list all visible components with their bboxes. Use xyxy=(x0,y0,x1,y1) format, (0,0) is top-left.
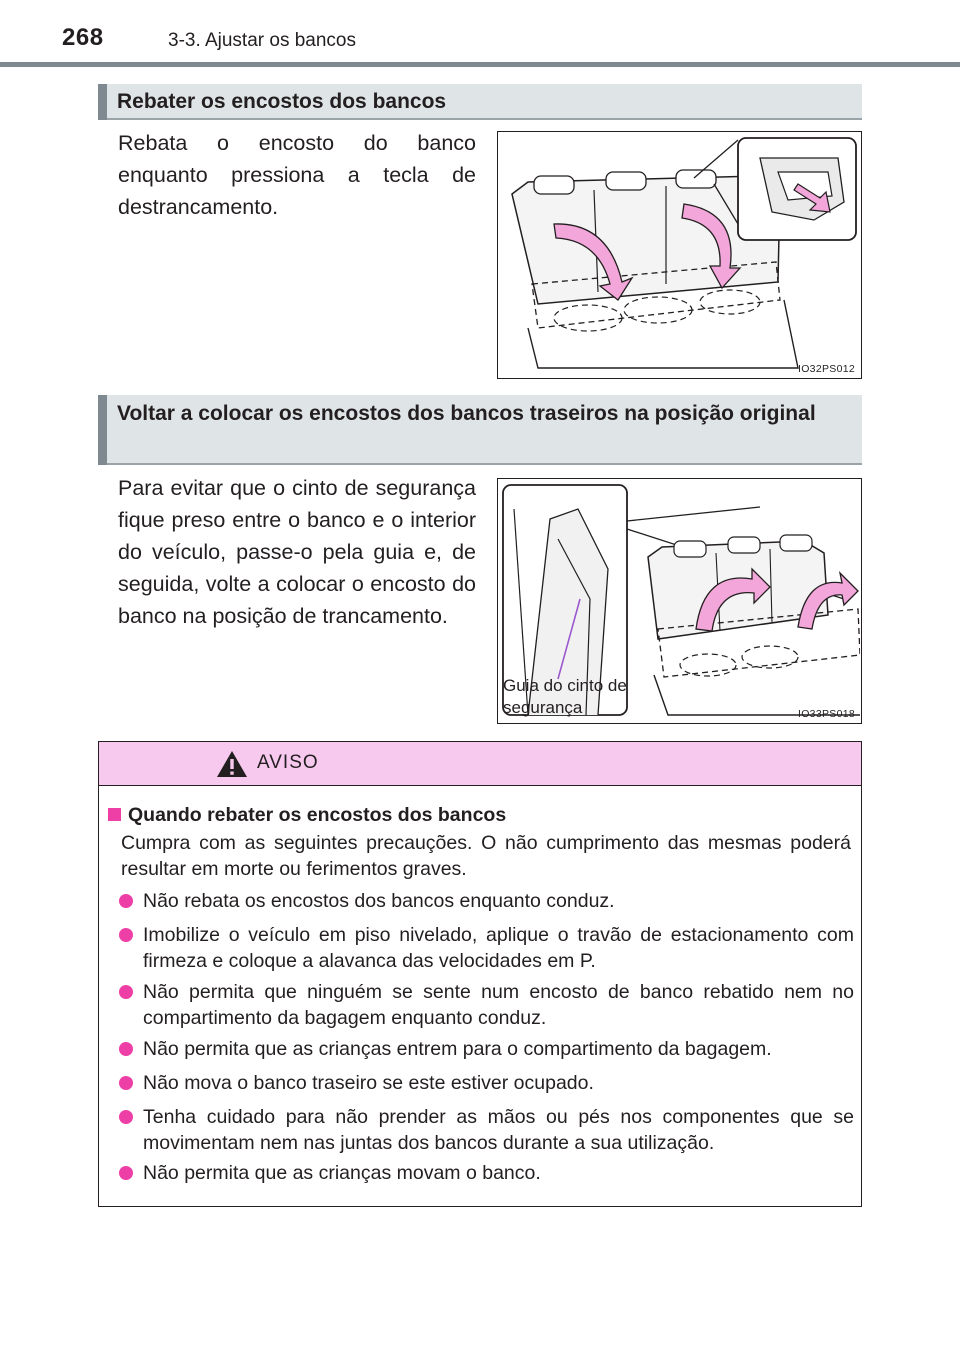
bullet-dot-icon xyxy=(119,1166,133,1180)
figure-fold-seatback xyxy=(497,131,862,379)
warning-box xyxy=(98,741,862,1207)
bullet-dot-icon xyxy=(119,894,133,908)
return-instructions: Para evitar que o cinto de segurança fique preso entre o banco e o interior do veículo, passe-o pela guia e, de seguida, volte a colocar o encosto do banco na posição de trancamento. xyxy=(118,476,476,628)
section-heading-text: Rebater os encostos dos bancos xyxy=(117,90,447,113)
section-heading-bar xyxy=(98,395,107,465)
warning-subheading xyxy=(108,804,506,827)
warning-intro: Cumpra com as seguintes precauções. O não cumprimento das mesmas poderá resultar em morte ou ferimentos graves. xyxy=(121,832,851,880)
bullet-dot-icon xyxy=(119,928,133,942)
warning-item-text: Não permita que ninguém se sente num encosto de banco rebatido nem no compartimento da bagagem enquanto conduz. xyxy=(143,981,854,1029)
warning-item xyxy=(119,1104,854,1156)
warning-header xyxy=(99,742,861,786)
square-bullet-icon xyxy=(108,808,121,821)
warning-item xyxy=(119,1070,854,1096)
warning-subheading-text: Quando rebater os encostos dos bancos xyxy=(128,804,507,826)
warning-item xyxy=(119,888,854,914)
figure-return-seatback xyxy=(497,478,862,724)
fold-instructions: Rebata o encosto do banco enquanto pressiona a tecla de destrancamento. xyxy=(118,131,476,219)
belt-guide-label-line2: segurança xyxy=(503,698,583,717)
bullet-dot-icon xyxy=(119,985,133,999)
warning-item xyxy=(119,1036,854,1062)
warning-item-text: Não rebata os encostos dos bancos enquanto conduz. xyxy=(143,890,615,912)
warning-item-text: Não permita que as crianças movam o banco. xyxy=(143,1162,541,1184)
section-heading-text: Voltar a colocar os encostos dos bancos traseiros na posição original xyxy=(117,402,816,425)
header-rule xyxy=(0,62,960,67)
figure-code: IO32PS012 xyxy=(798,363,855,375)
warning-title: AVISO xyxy=(257,752,319,773)
section-heading-bar xyxy=(98,84,107,120)
bullet-dot-icon xyxy=(119,1042,133,1056)
section-heading-fold xyxy=(98,84,862,120)
warning-item xyxy=(119,922,854,974)
section-heading-return xyxy=(98,395,862,465)
warning-item-text: Não mova o banco traseiro se este estiver ocupado. xyxy=(143,1072,594,1094)
chapter-title: 3-3. Ajustar os bancos xyxy=(168,30,356,51)
warning-item-text: Imobilize o veículo em piso nivelado, aplique o travão de estacionamento com firmeza e coloque a alavanca das velocidades em P. xyxy=(143,924,854,972)
warning-triangle-icon xyxy=(216,750,248,778)
warning-item xyxy=(119,1160,854,1186)
page-number: 268 xyxy=(62,24,104,51)
bullet-dot-icon xyxy=(119,1110,133,1124)
belt-guide-label-line1: Guia do cinto de xyxy=(503,676,627,695)
bullet-dot-icon xyxy=(119,1076,133,1090)
warning-item xyxy=(119,979,854,1031)
figure-code: IO33PS018 xyxy=(798,708,855,720)
seat-fold-illustration xyxy=(498,132,860,377)
warning-item-text: Tenha cuidado para não prender as mãos ou pés nos componentes que se movimentam nem nas juntas dos bancos durante a sua utilização. xyxy=(143,1106,854,1154)
warning-item-text: Não permita que as crianças entrem para o compartimento da bagagem. xyxy=(143,1038,772,1060)
